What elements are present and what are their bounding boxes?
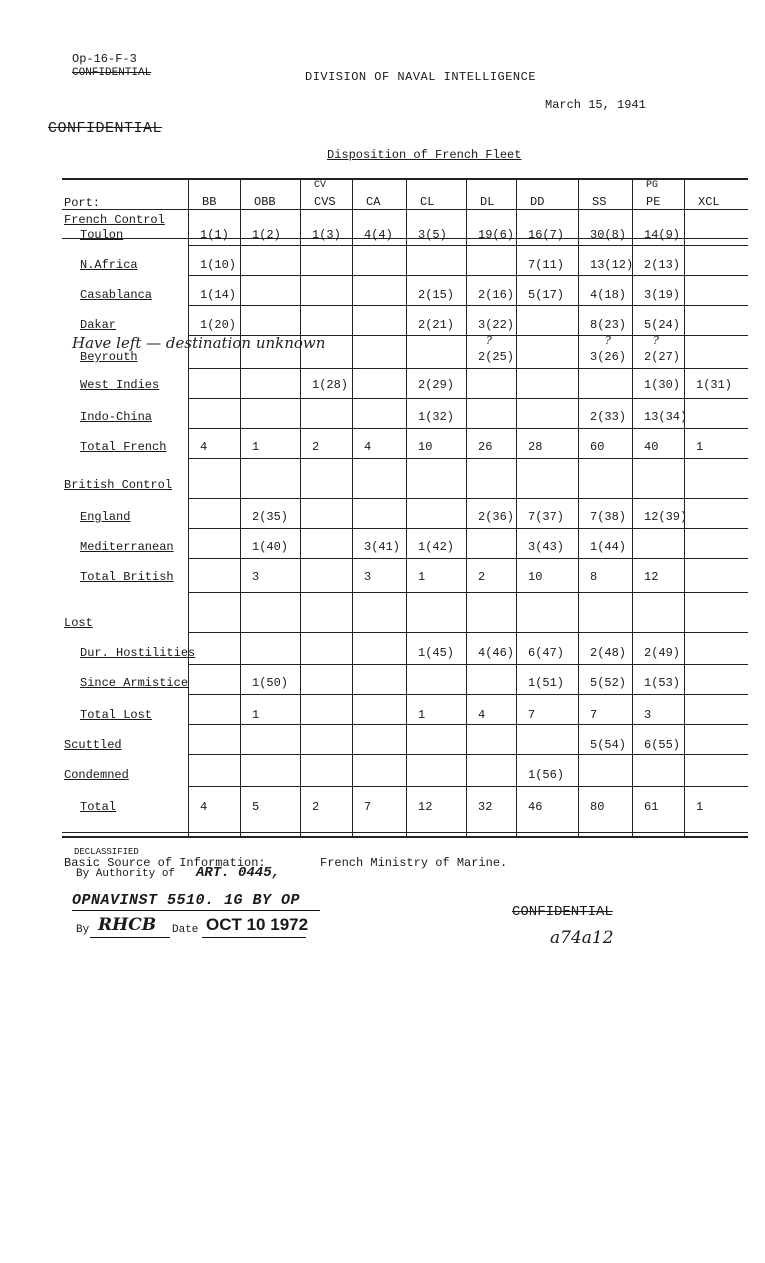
table-cell: 1(2)	[252, 228, 281, 242]
table-cell: 32	[478, 800, 493, 814]
column-header-pg: PE	[646, 195, 661, 209]
table-cell: 1	[696, 440, 704, 454]
classification-stamp: CONFIDENTIAL	[48, 120, 163, 137]
column-header-xcl: XCL	[698, 195, 720, 209]
table-cell: 30(8)	[590, 228, 627, 242]
table-cell: 5	[252, 800, 260, 814]
table-cell: 1(53)	[644, 676, 681, 690]
table-cell: 3	[252, 570, 260, 584]
table-cell: 1(45)	[418, 646, 455, 660]
row-label: Total French	[80, 440, 167, 454]
table-cell: 5(24)	[644, 318, 681, 332]
stamp-date: OCT 10 1972	[206, 915, 309, 934]
table-cell: 1(28)	[312, 378, 349, 392]
column-header-dd: DD	[530, 195, 545, 209]
table-cell: 1(1)	[200, 228, 229, 242]
table-cell: 12	[418, 800, 433, 814]
table-cell: 2(13)	[644, 258, 681, 272]
section-label: British Control	[64, 478, 173, 492]
table-cell: 1(31)	[696, 378, 733, 392]
table-cell: 2	[312, 800, 320, 814]
by-label: By	[76, 924, 90, 936]
question-mark: ?	[653, 334, 659, 347]
table-cell: 1(32)	[418, 410, 455, 424]
table-cell: 2(15)	[418, 288, 455, 302]
table-cell: 2(35)	[252, 510, 289, 524]
table-cell: 7	[528, 708, 536, 722]
table-cell: 4	[200, 800, 208, 814]
opnav-stamp: OPNAVINST 5510. 1G BY OP	[72, 892, 301, 909]
row-label: Beyrouth	[80, 350, 138, 364]
row-label: Dur. Hostilities	[80, 646, 196, 660]
table-cell: 1	[418, 708, 426, 722]
table-cell: 5(52)	[590, 676, 627, 690]
document-title: Disposition of French Fleet	[327, 148, 522, 162]
row-label: Total British	[80, 570, 174, 584]
table-cell: 1	[418, 570, 426, 584]
authority-value: ART. 0445,	[196, 865, 281, 881]
row-label: Condemned	[64, 768, 129, 782]
table-cell: 6(47)	[528, 646, 565, 660]
table-cell: 1(10)	[200, 258, 237, 272]
table-cell: 60	[590, 440, 605, 454]
row-label: Toulon	[80, 228, 124, 242]
date-label: Date	[172, 924, 199, 936]
table-cell: 2(16)	[478, 288, 515, 302]
table-cell: 19(6)	[478, 228, 515, 242]
row-label: Total	[80, 800, 117, 814]
table-cell: 3(19)	[644, 288, 681, 302]
table-cell: 80	[590, 800, 605, 814]
table-cell: 1	[252, 440, 260, 454]
table-cell: 3(26)	[590, 350, 627, 364]
table-cell: 16(7)	[528, 228, 565, 242]
table-cell: 7(38)	[590, 510, 627, 524]
table-cell: 12	[644, 570, 659, 584]
table-cell: 12(39)	[644, 510, 688, 524]
table-cell: 4(4)	[364, 228, 393, 242]
table-cell: 2	[312, 440, 320, 454]
table-cell: 3(43)	[528, 540, 565, 554]
table-cell: 1	[252, 708, 260, 722]
row-label: Dakar	[80, 318, 117, 332]
column-header-cvs: CV	[314, 180, 327, 191]
table-cell: 28	[528, 440, 543, 454]
table-cell: 5(17)	[528, 288, 565, 302]
table-cell: 8	[590, 570, 598, 584]
row-label: Total Lost	[80, 708, 153, 722]
table-cell: 1	[696, 800, 704, 814]
table-cell: 7(11)	[528, 258, 565, 272]
table-cell: 10	[418, 440, 433, 454]
row-label: Casablanca	[80, 288, 153, 302]
table-cell: 7(37)	[528, 510, 565, 524]
question-mark: ?	[605, 334, 611, 347]
table-cell: 4	[364, 440, 372, 454]
table-cell: 1(3)	[312, 228, 341, 242]
table-cell: 4	[200, 440, 208, 454]
authority-label: By Authority of	[76, 868, 176, 880]
table-cell: 1(44)	[590, 540, 627, 554]
by-initials: RHCB	[98, 915, 157, 935]
table-cell: 1(42)	[418, 540, 455, 554]
table-cell: 26	[478, 440, 493, 454]
file-code: Op-16-F-3	[72, 52, 137, 66]
row-label: England	[80, 510, 131, 524]
table-cell: 4(18)	[590, 288, 627, 302]
table-cell: 1(50)	[252, 676, 289, 690]
table-cell: 1(30)	[644, 378, 681, 392]
table-cell: 2	[478, 570, 486, 584]
table-cell: 1(51)	[528, 676, 565, 690]
table-cell: 40	[644, 440, 659, 454]
question-mark: ?	[486, 334, 492, 347]
column-header-obb: OBB	[254, 195, 276, 209]
table-cell: 2(33)	[590, 410, 627, 424]
section-label: French Control	[64, 213, 165, 227]
table-cell: 1(40)	[252, 540, 289, 554]
row-label: West Indies	[80, 378, 160, 392]
table-cell: 8(23)	[590, 318, 627, 332]
handwritten-note: Have left — destination unknown	[72, 334, 326, 352]
column-header-cvs: CVS	[314, 195, 336, 209]
document-number: a74a12	[550, 928, 614, 948]
row-label: Indo-China	[80, 410, 153, 424]
section-label: Lost	[64, 616, 93, 630]
table-cell: 2(25)	[478, 350, 515, 364]
row-label: N.Africa	[80, 258, 138, 272]
agency-title: DIVISION OF NAVAL INTELLIGENCE	[305, 70, 537, 84]
table-cell: 46	[528, 800, 543, 814]
table-cell: 3(5)	[418, 228, 447, 242]
row-label: Since Armistice	[80, 676, 189, 690]
table-cell: 4(46)	[478, 646, 515, 660]
table-cell: 2(48)	[590, 646, 627, 660]
declassified-stamp: DECLASSIFIED	[74, 847, 139, 857]
table-cell: 3	[644, 708, 652, 722]
bottom-classification: CONFIDENTIAL	[512, 904, 613, 920]
row-label: Mediterranean	[80, 540, 174, 554]
table-cell: 3(22)	[478, 318, 515, 332]
table-cell: 2(29)	[418, 378, 455, 392]
table-cell: 2(49)	[644, 646, 681, 660]
table-cell: 13(12)	[590, 258, 634, 272]
table-cell: 3	[364, 570, 372, 584]
table-cell: 4	[478, 708, 486, 722]
column-header-cl: CL	[420, 195, 435, 209]
table-cell: 7	[590, 708, 598, 722]
table-cell: 7	[364, 800, 372, 814]
top-classification: CONFIDENTIAL	[72, 67, 152, 79]
column-header-ss: SS	[592, 195, 607, 209]
source-label: Basic Source of Information:	[64, 856, 266, 870]
table-cell: 10	[528, 570, 543, 584]
table-cell: 1(14)	[200, 288, 237, 302]
table-cell: 2(21)	[418, 318, 455, 332]
table-cell: 1(56)	[528, 768, 565, 782]
port-header: Port:	[64, 196, 101, 210]
table-cell: 3(41)	[364, 540, 401, 554]
table-cell: 2(36)	[478, 510, 515, 524]
table-cell: 6(55)	[644, 738, 681, 752]
table-cell: 2(27)	[644, 350, 681, 364]
table-cell: 13(34)	[644, 410, 688, 424]
column-header-dl: DL	[480, 195, 495, 209]
row-label: Scuttled	[64, 738, 122, 752]
column-header-bb: BB	[202, 195, 217, 209]
table-cell: 14(9)	[644, 228, 681, 242]
table-cell: 61	[644, 800, 659, 814]
table-cell: 5(54)	[590, 738, 627, 752]
source-value: French Ministry of Marine.	[320, 856, 508, 870]
column-header-ca: CA	[366, 195, 381, 209]
table-cell: 1(20)	[200, 318, 237, 332]
document-date: March 15, 1941	[545, 98, 646, 112]
column-header-pg: PG	[646, 180, 659, 191]
